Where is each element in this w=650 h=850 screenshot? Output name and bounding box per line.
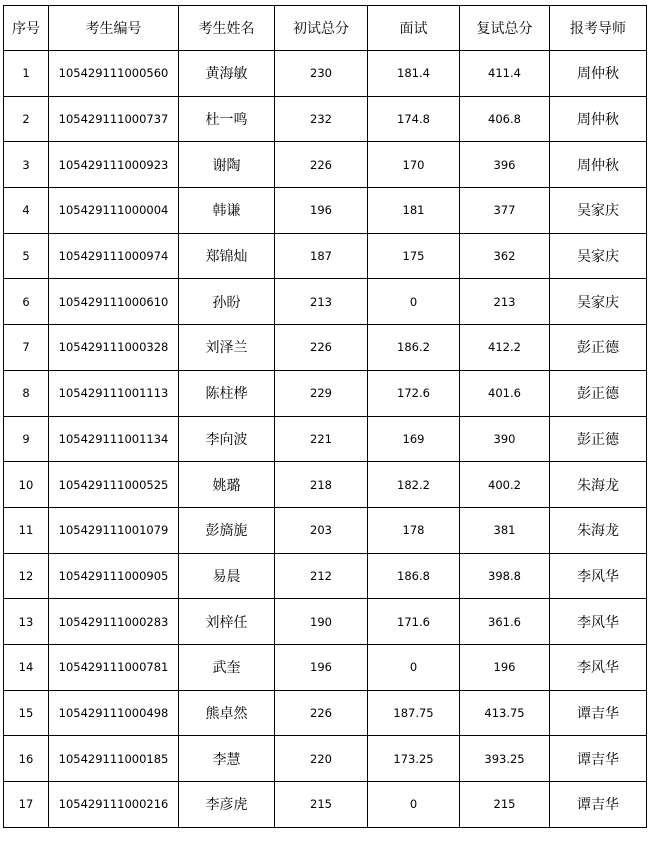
cell-index: 17	[4, 782, 49, 828]
cell-retest-score: 406.8	[460, 96, 550, 142]
cell-index: 3	[4, 142, 49, 188]
cell-advisor: 吴家庆	[550, 233, 647, 279]
cell-index: 12	[4, 553, 49, 599]
cell-initial-score: 232	[275, 96, 368, 142]
cell-candidate-name: 刘梓任	[179, 599, 275, 645]
cell-index: 8	[4, 370, 49, 416]
table-row	[4, 142, 647, 188]
cell-interview-score: 178	[368, 507, 460, 553]
cell-candidate-id: 105429111000905	[49, 553, 179, 599]
header-row	[4, 6, 647, 51]
cell-interview-score: 172.6	[368, 370, 460, 416]
cell-candidate-name: 李彦虎	[179, 782, 275, 828]
table-row	[4, 370, 647, 416]
table-row	[4, 644, 647, 690]
cell-advisor: 谭吉华	[550, 690, 647, 736]
cell-retest-score: 215	[460, 782, 550, 828]
cell-candidate-id: 105429111000498	[49, 690, 179, 736]
cell-advisor: 彭正德	[550, 416, 647, 462]
table-row	[4, 507, 647, 553]
cell-candidate-name: 易晨	[179, 553, 275, 599]
cell-advisor: 李风华	[550, 644, 647, 690]
cell-retest-score: 213	[460, 279, 550, 325]
cell-advisor: 谭吉华	[550, 782, 647, 828]
cell-candidate-id: 105429111000923	[49, 142, 179, 188]
cell-interview-score: 0	[368, 782, 460, 828]
cell-candidate-id: 105429111000781	[49, 644, 179, 690]
cell-candidate-id: 105429111001113	[49, 370, 179, 416]
cell-interview-score: 187.75	[368, 690, 460, 736]
cell-retest-score: 362	[460, 233, 550, 279]
cell-retest-score: 400.2	[460, 462, 550, 508]
cell-index: 15	[4, 690, 49, 736]
cell-interview-score: 175	[368, 233, 460, 279]
cell-index: 10	[4, 462, 49, 508]
cell-interview-score: 169	[368, 416, 460, 462]
table-row	[4, 462, 647, 508]
cell-index: 9	[4, 416, 49, 462]
header-initial-score: 初试总分	[275, 6, 368, 51]
header-candidate-id: 考生编号	[49, 6, 179, 51]
cell-initial-score: 226	[275, 690, 368, 736]
header-index: 序号	[4, 6, 49, 51]
cell-candidate-name: 李慧	[179, 736, 275, 782]
table-row	[4, 188, 647, 234]
cell-index: 2	[4, 96, 49, 142]
cell-initial-score: 190	[275, 599, 368, 645]
cell-interview-score: 0	[368, 279, 460, 325]
table-row	[4, 96, 647, 142]
cell-retest-score: 396	[460, 142, 550, 188]
cell-candidate-id: 105429111000283	[49, 599, 179, 645]
cell-initial-score: 226	[275, 325, 368, 371]
cell-index: 11	[4, 507, 49, 553]
cell-interview-score: 174.8	[368, 96, 460, 142]
cell-retest-score: 413.75	[460, 690, 550, 736]
cell-candidate-id: 105429111000185	[49, 736, 179, 782]
cell-candidate-id: 105429111000974	[49, 233, 179, 279]
header-candidate-name: 考生姓名	[179, 6, 275, 51]
cell-candidate-name: 韩谦	[179, 188, 275, 234]
table-row	[4, 599, 647, 645]
table-row	[4, 736, 647, 782]
cell-retest-score: 381	[460, 507, 550, 553]
cell-retest-score: 393.25	[460, 736, 550, 782]
cell-advisor: 谭吉华	[550, 736, 647, 782]
cell-index: 1	[4, 51, 49, 97]
table-row	[4, 416, 647, 462]
cell-advisor: 吴家庆	[550, 279, 647, 325]
cell-index: 14	[4, 644, 49, 690]
table-row	[4, 233, 647, 279]
cell-candidate-id: 105429111001079	[49, 507, 179, 553]
cell-index: 16	[4, 736, 49, 782]
table-row	[4, 782, 647, 828]
cell-candidate-name: 彭旖旎	[179, 507, 275, 553]
cell-retest-score: 411.4	[460, 51, 550, 97]
cell-interview-score: 186.8	[368, 553, 460, 599]
cell-candidate-id: 105429111000328	[49, 325, 179, 371]
cell-initial-score: 187	[275, 233, 368, 279]
cell-initial-score: 230	[275, 51, 368, 97]
cell-initial-score: 196	[275, 644, 368, 690]
table-row	[4, 690, 647, 736]
cell-initial-score: 221	[275, 416, 368, 462]
table-row	[4, 279, 647, 325]
cell-initial-score: 226	[275, 142, 368, 188]
cell-candidate-id: 105429111000004	[49, 188, 179, 234]
cell-retest-score: 390	[460, 416, 550, 462]
cell-candidate-id: 105429111000610	[49, 279, 179, 325]
cell-candidate-id: 105429111000560	[49, 51, 179, 97]
cell-initial-score: 220	[275, 736, 368, 782]
cell-interview-score: 0	[368, 644, 460, 690]
cell-initial-score: 218	[275, 462, 368, 508]
cell-retest-score: 412.2	[460, 325, 550, 371]
cell-candidate-id: 105429111000737	[49, 96, 179, 142]
cell-candidate-name: 武奎	[179, 644, 275, 690]
cell-candidate-id: 105429111001134	[49, 416, 179, 462]
cell-advisor: 李风华	[550, 553, 647, 599]
cell-interview-score: 171.6	[368, 599, 460, 645]
cell-advisor: 周仲秋	[550, 96, 647, 142]
cell-interview-score: 186.2	[368, 325, 460, 371]
cell-candidate-name: 熊卓然	[179, 690, 275, 736]
header-retest-score: 复试总分	[460, 6, 550, 51]
cell-interview-score: 173.25	[368, 736, 460, 782]
table-body	[4, 51, 647, 828]
table-row	[4, 51, 647, 97]
cell-candidate-id: 105429111000525	[49, 462, 179, 508]
cell-initial-score: 215	[275, 782, 368, 828]
cell-candidate-name: 杜一鸣	[179, 96, 275, 142]
cell-candidate-name: 李向波	[179, 416, 275, 462]
cell-candidate-name: 郑锦灿	[179, 233, 275, 279]
cell-candidate-name: 姚璐	[179, 462, 275, 508]
cell-initial-score: 203	[275, 507, 368, 553]
cell-interview-score: 182.2	[368, 462, 460, 508]
cell-retest-score: 361.6	[460, 599, 550, 645]
cell-candidate-name: 谢陶	[179, 142, 275, 188]
table-row	[4, 325, 647, 371]
cell-interview-score: 181	[368, 188, 460, 234]
cell-interview-score: 170	[368, 142, 460, 188]
cell-candidate-id: 105429111000216	[49, 782, 179, 828]
cell-advisor: 朱海龙	[550, 507, 647, 553]
cell-candidate-name: 刘泽兰	[179, 325, 275, 371]
cell-advisor: 吴家庆	[550, 188, 647, 234]
cell-candidate-name: 黄海敏	[179, 51, 275, 97]
cell-index: 13	[4, 599, 49, 645]
cell-initial-score: 229	[275, 370, 368, 416]
cell-retest-score: 398.8	[460, 553, 550, 599]
cell-index: 4	[4, 188, 49, 234]
cell-advisor: 彭正德	[550, 370, 647, 416]
header-advisor: 报考导师	[550, 6, 647, 51]
cell-index: 6	[4, 279, 49, 325]
score-table	[3, 5, 647, 828]
cell-retest-score: 196	[460, 644, 550, 690]
cell-advisor: 李风华	[550, 599, 647, 645]
cell-initial-score: 213	[275, 279, 368, 325]
cell-advisor: 彭正德	[550, 325, 647, 371]
cell-initial-score: 196	[275, 188, 368, 234]
cell-initial-score: 212	[275, 553, 368, 599]
cell-retest-score: 401.6	[460, 370, 550, 416]
cell-advisor: 朱海龙	[550, 462, 647, 508]
table-row	[4, 553, 647, 599]
cell-interview-score: 181.4	[368, 51, 460, 97]
cell-candidate-name: 孙盼	[179, 279, 275, 325]
cell-candidate-name: 陈柱桦	[179, 370, 275, 416]
cell-advisor: 周仲秋	[550, 51, 647, 97]
header-interview: 面试	[368, 6, 460, 51]
cell-index: 7	[4, 325, 49, 371]
cell-index: 5	[4, 233, 49, 279]
cell-retest-score: 377	[460, 188, 550, 234]
cell-advisor: 周仲秋	[550, 142, 647, 188]
